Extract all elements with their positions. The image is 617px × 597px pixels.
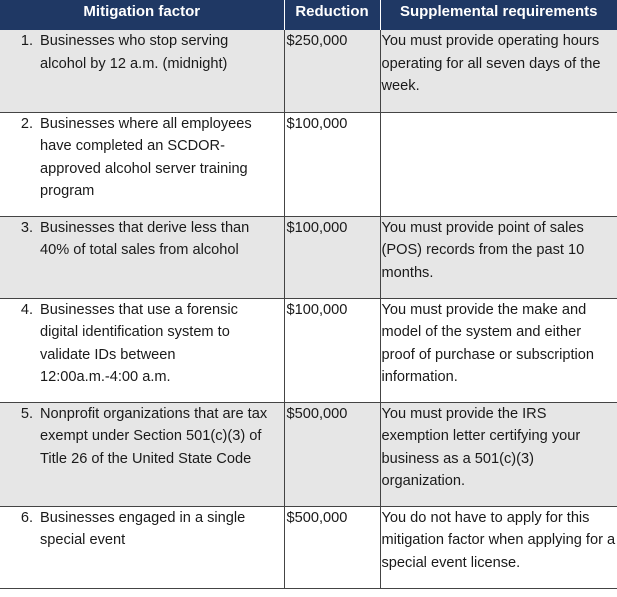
row-number: 5. (20, 405, 33, 422)
table-row (0, 506, 617, 588)
table-row (0, 216, 617, 298)
factor-cell (0, 402, 284, 506)
header-supplemental-requirements: Supplemental requirements (380, 0, 617, 30)
row-number: 4. (20, 301, 33, 318)
requirements-cell: You must provide the make and model of the system and either proof of purchase or subscription information. (380, 298, 617, 402)
factor-text: Businesses that derive less than 40% of total sales from alcohol (40, 219, 250, 258)
header-row (0, 0, 617, 30)
factor-text: Businesses engaged in a single special event (40, 509, 246, 548)
row-number: 1. (20, 33, 33, 49)
reduction-cell: $250,000 (284, 30, 380, 112)
factor-text: Businesses that use a forensic digital identification system to validate IDs between 12:00a.m.-4:00 a.m. (40, 301, 238, 385)
row-number: 3. (20, 219, 33, 236)
requirements-cell: You must provide point of sales (POS) records from the past 10 months. (380, 216, 617, 298)
reduction-cell: $100,000 (284, 112, 380, 216)
requirements-cell: You must provide the IRS exemption letter certifying your business as a 501(c)(3) organization. (380, 402, 617, 506)
table-row (0, 402, 617, 506)
reduction-cell: $100,000 (284, 216, 380, 298)
factor-text: Businesses where all employees have completed an SCDOR-approved alcohol server training program (40, 115, 252, 199)
row-number: 2. (20, 115, 33, 132)
header-mitigation-factor: Mitigation factor (0, 0, 284, 30)
table-body (0, 30, 617, 588)
factor-cell (0, 30, 284, 112)
table-header (0, 0, 617, 30)
reduction-cell: $100,000 (284, 298, 380, 402)
row-number: 6. (20, 509, 33, 526)
reduction-cell: $500,000 (284, 506, 380, 588)
table-row (0, 112, 617, 216)
requirements-cell: You do not have to apply for this mitigation factor when applying for a special event license. (380, 506, 617, 588)
header-reduction: Reduction (284, 0, 380, 30)
factor-cell (0, 298, 284, 402)
requirements-cell: You must provide operating hours operating for all seven days of the week. (380, 30, 617, 112)
factor-text: Nonprofit organizations that are tax exempt under Section 501(c)(3) of Title 26 of the United State Code (40, 405, 268, 467)
factor-cell (0, 506, 284, 588)
factor-cell (0, 216, 284, 298)
reduction-cell: $500,000 (284, 402, 380, 506)
table-row (0, 30, 617, 112)
factor-text: Businesses who stop serving alcohol by 12 a.m. (midnight) (40, 33, 229, 72)
table-row (0, 298, 617, 402)
requirements-cell (380, 112, 617, 216)
factor-cell (0, 112, 284, 216)
